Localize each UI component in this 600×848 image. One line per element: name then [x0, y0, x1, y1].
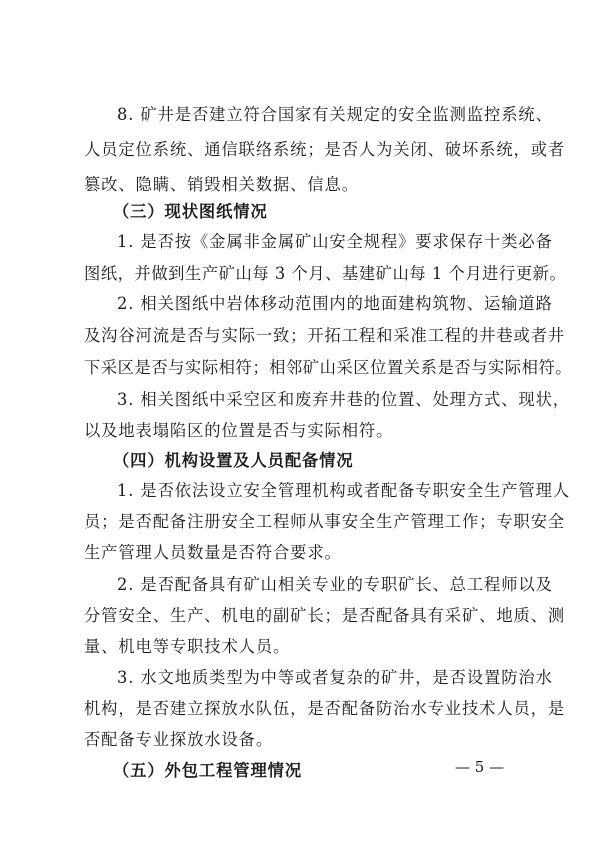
page-number: — 5 — — [455, 758, 505, 776]
paragraph-line: 人员定位系统、通信联络系统；是否人为关闭、破坏系统，或者 — [84, 140, 566, 159]
paragraph-line: 否配备专业探放水设备。 — [84, 730, 273, 749]
section-heading: （五）外包工程管理情况 — [113, 761, 302, 780]
paragraph-line: 8. 矿井是否建立符合国家有关规定的安全监测监控系统、 — [117, 105, 553, 124]
paragraph-line: 下采区是否与实际相符；相邻矿山采区位置关系是否与实际相符。 — [84, 358, 573, 377]
paragraph-line: 分管安全、生产、机电的副矿长；是否配备具有采矿、地质、测 — [84, 606, 566, 625]
section-heading: （三）现状图纸情况 — [113, 202, 268, 221]
paragraph-line: 及沟谷河流是否与实际一致；开拓工程和采准工程的井巷或者井 — [84, 326, 566, 345]
paragraph-line: 生产管理人员数量是否符合要求。 — [84, 543, 342, 562]
paragraph-line: 图纸，并做到生产矿山每 3 个月、基建矿山每 1 个月进行更新。 — [84, 264, 567, 283]
paragraph-line: 3. 相关图纸中采空区和废弃井巷的位置、处理方式、现状， — [117, 390, 570, 409]
section-heading: （四）机构设置及人员配备情况 — [113, 451, 354, 470]
paragraph-line: 篡改、隐瞒、销毁相关数据、信息。 — [84, 175, 359, 194]
paragraph-line: 机构，是否建立探放水队伍，是否配备防治水专业技术人员，是 — [84, 699, 566, 718]
paragraph-line: 1. 是否依法设立安全管理机构或者配备专职安全生产管理人 — [117, 481, 570, 500]
paragraph-line: 1. 是否按《金属非金属矿山安全规程》要求保存十类必备 — [117, 232, 553, 251]
paragraph-line: 量、机电等专职技术人员。 — [84, 637, 291, 656]
paragraph-line: 员；是否配备注册安全工程师从事安全生产管理工作；专职安全 — [84, 512, 566, 531]
paragraph-line: 3. 水文地质类型为中等或者复杂的矿井，是否设置防治水 — [117, 668, 553, 687]
paragraph-line: 2. 相关图纸中岩体移动范围内的地面建构筑物、运输道路 — [117, 294, 553, 313]
paragraph-line: 2. 是否配备具有矿山相关专业的专职矿长、总工程师以及 — [117, 575, 553, 594]
paragraph-line: 以及地表塌陷区的位置是否与实际相符。 — [84, 421, 394, 440]
